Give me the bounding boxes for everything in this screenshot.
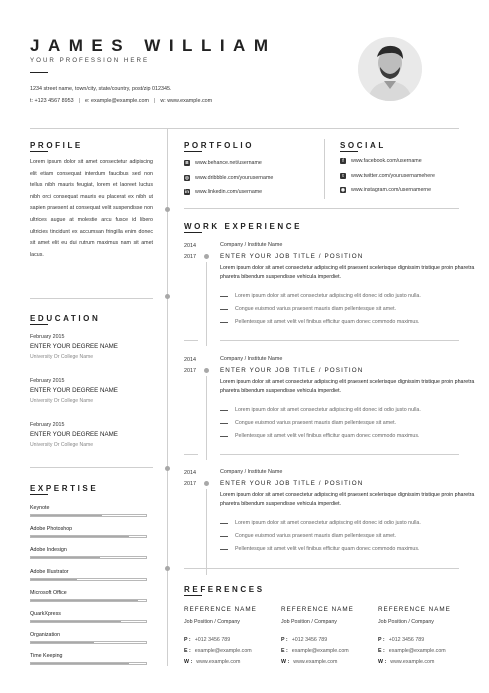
phone-label: P :: [184, 637, 191, 643]
reference-phone: [378, 637, 424, 643]
section-divider: [30, 467, 153, 468]
job-timeline-dot: [204, 368, 209, 373]
skill-item: [30, 569, 147, 581]
portfolio-url[interactable]: www.behance.net/username: [195, 160, 262, 166]
job-bullet: [220, 306, 396, 312]
bullet-dash: [220, 322, 228, 323]
reference-email: [281, 648, 349, 654]
reference-web-value[interactable]: www.example.com: [196, 659, 241, 665]
education-degree: ENTER YOUR DEGREE NAME: [30, 343, 118, 350]
job-bullet-text: Congue euismod varius praesent mauris diam pellentesque sit amet.: [235, 420, 397, 426]
skill-bar: [30, 620, 147, 623]
job-bullet-text: Congue euismod varius praesent mauris diam pellentesque sit amet.: [235, 306, 397, 312]
references-heading: REFERENCES: [184, 585, 265, 594]
skill-bar: [30, 641, 147, 644]
timeline-dot: [165, 294, 170, 299]
job-start-year: 2014: [184, 243, 196, 249]
job-bullet-text: Lorem ipsum dolor sit amet consectetur adipiscing elit donec id odio justo nulla.: [235, 407, 421, 413]
job-position: ENTER YOUR JOB TITLE / POSITION: [220, 480, 364, 487]
skill-name: Adobe Photoshop: [30, 526, 73, 533]
website-link[interactable]: w: www.example.com: [160, 98, 213, 104]
skill-bar-fill: [31, 579, 77, 580]
skill-item: [30, 611, 147, 623]
reference-web-value[interactable]: www.example.com: [390, 659, 435, 665]
web-label: W :: [184, 659, 193, 665]
job-start-year: 2014: [184, 357, 196, 363]
reference-phone-value: +012 3456 789: [194, 637, 231, 643]
social-underline: [340, 151, 358, 152]
job-bullet: [220, 293, 421, 299]
reference-email-value[interactable]: example@example.com: [194, 648, 252, 654]
job-bullet: [220, 546, 420, 552]
bullet-dash: [220, 549, 228, 550]
reference-email-value[interactable]: example@example.com: [291, 648, 349, 654]
reference-email: [184, 648, 252, 654]
contact-separator: |: [153, 98, 156, 104]
skill-bar-fill: [31, 621, 121, 622]
work-heading: WORK EXPERIENCE: [184, 222, 303, 231]
contact-separator: |: [78, 98, 81, 104]
timeline-dot: [165, 466, 170, 471]
skill-name: QuarkXpress: [30, 611, 61, 617]
contact-line: [30, 98, 212, 104]
email-label: E :: [281, 648, 288, 654]
job-position: ENTER YOUR JOB TITLE / POSITION: [220, 367, 364, 374]
twitter-icon: t: [340, 173, 346, 179]
reference-web-value[interactable]: www.example.com: [293, 659, 338, 665]
skill-name: Organization: [30, 632, 61, 639]
job-start-year: 2014: [184, 470, 196, 476]
skill-item: [30, 547, 147, 559]
social-heading: SOCIAL: [340, 141, 386, 150]
linkedin-icon: in: [185, 189, 189, 194]
portfolio-url[interactable]: www.linkedin.com/username: [195, 189, 263, 195]
section-divider: [184, 568, 459, 569]
education-item: [30, 378, 118, 404]
skill-item: [30, 526, 147, 538]
skill-bar: [30, 535, 147, 538]
skill-bar-fill: [31, 536, 129, 537]
job-bullet: [220, 533, 396, 539]
education-underline: [30, 324, 48, 325]
dribbble-icon: ◎: [185, 174, 189, 180]
behance-icon: B: [185, 160, 189, 165]
job-bullet-text: Pellentesque sit amet velit vel finibus efficitur quam donec commodo maximus.: [235, 319, 420, 325]
portfolio-link-2[interactable]: [184, 189, 262, 195]
education-degree: ENTER YOUR DEGREE NAME: [30, 431, 118, 438]
job-timeline-line: [206, 262, 207, 346]
profile-heading: PROFILE: [30, 141, 83, 150]
job-divider: [220, 454, 459, 455]
expertise-underline: [30, 494, 48, 495]
job-divider-short: [184, 454, 198, 455]
skill-name: Adobe Illustrator: [30, 568, 69, 575]
facebook-icon: f: [340, 158, 346, 164]
reference-web: [378, 659, 434, 665]
social-link-0[interactable]: [340, 158, 422, 164]
job-timeline-line: [206, 376, 207, 460]
job-timeline-dot: [204, 481, 209, 486]
reference-name: REFERENCE NAME: [378, 606, 451, 613]
bullet-dash: [220, 309, 228, 310]
portrait-image: [358, 37, 422, 101]
phone-label: P :: [281, 637, 288, 643]
social-url[interactable]: www.facebook.com/username: [351, 158, 422, 164]
work-underline: [184, 232, 202, 233]
web-label: W :: [378, 659, 387, 665]
job-end-year: 2017: [184, 481, 196, 487]
job-bullet-text: Lorem ipsum dolor sit amet consectetur adipiscing elit donec id odio justo nulla.: [235, 293, 421, 299]
job-divider: [220, 340, 459, 341]
skill-bar: [30, 514, 147, 517]
address-line: 1234 street name, town/city, state/country, post/zip 012345.: [30, 86, 172, 92]
job-timeline-dot: [204, 254, 209, 259]
bullet-dash: [220, 523, 228, 524]
job-bullet: [220, 319, 420, 325]
job-divider-short: [184, 340, 198, 341]
bullet-dash: [220, 423, 228, 424]
job-company: Company / Institute Name: [220, 356, 283, 362]
reference-phone: [184, 637, 230, 643]
skill-bar-fill: [31, 642, 94, 643]
education-heading: EDUCATION: [30, 314, 101, 323]
reference-position: Job Position / Company: [281, 619, 337, 625]
education-date: February 2015: [30, 334, 65, 340]
education-school: University Or College Name: [30, 442, 94, 448]
job-bullet: [220, 420, 396, 426]
skill-bar: [30, 662, 147, 665]
web-label: W :: [281, 659, 290, 665]
job-end-year: 2017: [184, 368, 196, 374]
social-link-1[interactable]: [340, 173, 435, 179]
timeline-dot: [165, 566, 170, 571]
skill-name: Time Keeping: [30, 653, 63, 660]
portfolio-link-1[interactable]: [184, 175, 273, 181]
header-divider: [30, 128, 459, 129]
job-position: ENTER YOUR JOB TITLE / POSITION: [220, 253, 364, 260]
skill-item: [30, 653, 147, 665]
timeline-dot: [165, 207, 170, 212]
education-school: University Or College Name: [30, 354, 94, 360]
section-divider: [30, 298, 153, 299]
job-description: Lorem ipsum dolor sit amet consectetur adipiscing elit praesent scelerisque dignissim tristique proin pharetra pharetra bibendum suspendisse vehicula imperdiet.: [220, 492, 475, 508]
reference-phone-value: +012 3456 789: [291, 637, 328, 643]
references-underline: [184, 595, 202, 596]
portfolio-social-divider: [324, 139, 325, 199]
reference-web: [281, 659, 337, 665]
skill-bar-fill: [31, 515, 102, 516]
skill-bar-fill: [31, 663, 129, 664]
job-bullet-text: Pellentesque sit amet velit vel finibus efficitur quam donec commodo maximus.: [235, 546, 420, 552]
bullet-dash: [220, 296, 228, 297]
skill-bar: [30, 599, 147, 602]
portfolio-underline: [184, 151, 202, 152]
education-date: February 2015: [30, 378, 65, 384]
portfolio-url[interactable]: www.dribbble.com/yourusername: [195, 174, 274, 181]
job-company: Company / Institute Name: [220, 469, 283, 475]
email-link[interactable]: e: example@example.com: [85, 98, 149, 104]
job-bullet-text: Pellentesque sit amet velit vel finibus efficitur quam donec commodo maximus.: [235, 433, 420, 439]
job-company: Company / Institute Name: [220, 242, 283, 248]
reference-position: Job Position / Company: [378, 619, 434, 625]
job-bullet-text: Lorem ipsum dolor sit amet consectetur adipiscing elit donec id odio justo nulla.: [235, 520, 421, 526]
skill-item: [30, 505, 147, 517]
bullet-dash: [220, 410, 228, 411]
reference-name: REFERENCE NAME: [184, 606, 257, 613]
job-timeline-line: [206, 489, 207, 575]
reference-web: [184, 659, 240, 665]
job-bullet: [220, 407, 421, 413]
email-label: E :: [378, 648, 385, 654]
section-divider: [184, 208, 459, 209]
expertise-heading: EXPERTISE: [30, 484, 99, 493]
job-description: Lorem ipsum dolor sit amet consectetur adipiscing elit praesent scelerisque dignissim tristique proin pharetra pharetra bibendum suspendisse vehicula imperdiet.: [220, 379, 475, 395]
social-url[interactable]: www.instagram.com/usernamerne: [351, 187, 432, 193]
skill-name: Microsoft Office: [30, 589, 67, 596]
education-date: February 2015: [30, 422, 65, 428]
reference-position: Job Position / Company: [184, 619, 240, 625]
education-school: University Or College Name: [30, 398, 94, 404]
portfolio-heading: PORTFOLIO: [184, 141, 255, 150]
job-bullet: [220, 520, 421, 526]
phone-text: t: +123 4567 8953: [30, 98, 74, 104]
reference-phone: [281, 637, 327, 643]
profile-photo: [358, 37, 422, 101]
phone-label: P :: [378, 637, 385, 643]
skill-bar: [30, 556, 147, 559]
reference-phone-value: +012 3456 789: [388, 637, 425, 643]
profile-paragraph: Lorem ipsum dolor sit amet consectetur adipiscing elit etiam consequat interdum faucibus sed non tellus nibh mauris feugiat, lorem et laoreet luctus nibh orci consequat mauris eu placerat ex nibh ut sapien praesent at consequat velit suspendisse non ultrices augue at molestie arcu fusce id libero ultricies tincidunt ex accumsan fringilla enim donec sit amet elit eu dui rutrum maximus nam sit amet lacus.: [30, 159, 153, 258]
skill-bar-fill: [31, 600, 138, 601]
job-end-year: 2017: [184, 254, 196, 260]
education-item: [30, 334, 118, 360]
bullet-dash: [220, 436, 228, 437]
skill-name: Keynote: [30, 505, 50, 511]
profession-title: YOUR PROFESSION HERE: [30, 57, 150, 64]
candidate-name: JAMES WILLIAM: [30, 36, 277, 55]
reference-email: [378, 648, 446, 654]
skill-name: Adobe Indesign: [30, 547, 67, 554]
social-link-2[interactable]: [340, 187, 431, 193]
name-underline: [30, 72, 48, 73]
skill-item: [30, 632, 147, 644]
email-label: E :: [184, 648, 191, 654]
skill-bar: [30, 578, 147, 581]
job-bullet-text: Congue euismod varius praesent mauris diam pellentesque sit amet.: [235, 533, 397, 539]
job-bullet: [220, 433, 420, 439]
job-description: Lorem ipsum dolor sit amet consectetur adipiscing elit praesent scelerisque dignissim tristique proin pharetra pharetra bibendum suspendisse vehicula imperdiet.: [220, 265, 475, 281]
skill-bar-fill: [31, 557, 100, 558]
bullet-dash: [220, 536, 228, 537]
skill-item: [30, 590, 147, 602]
profile-underline: [30, 151, 48, 152]
instagram-icon: ◉: [341, 187, 345, 192]
reference-email-value[interactable]: example@example.com: [388, 648, 446, 654]
social-url[interactable]: www.twitter.com/yourusernamehere: [351, 172, 435, 179]
portfolio-link-0[interactable]: [184, 160, 262, 166]
education-item: [30, 422, 118, 448]
reference-name: REFERENCE NAME: [281, 606, 354, 613]
education-degree: ENTER YOUR DEGREE NAME: [30, 387, 118, 394]
